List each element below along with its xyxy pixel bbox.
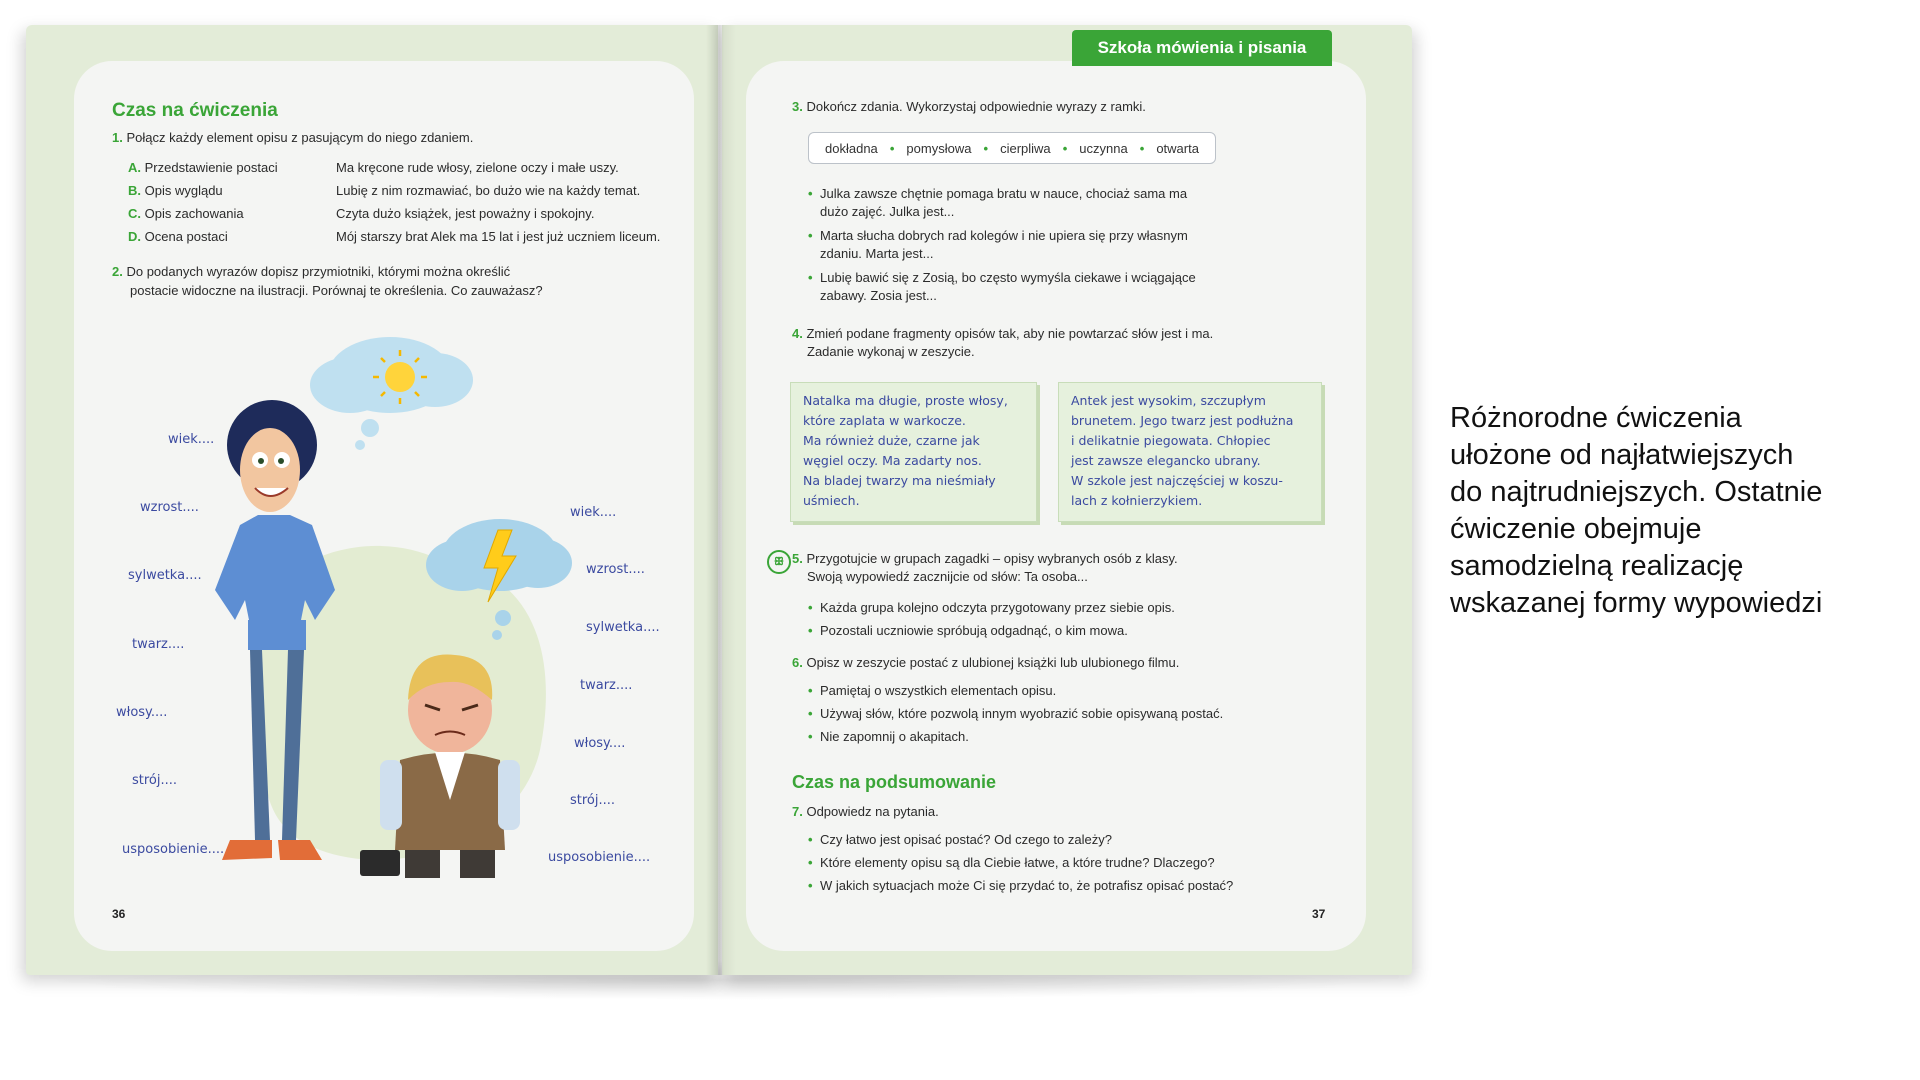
match-sentence: Lubię z nim rozmawiać, bo dużo wie na każdy temat. bbox=[336, 183, 641, 198]
exercise-2-line: postacie widoczne na ilustracji. Porównaj te określenia. Co zauważasz? bbox=[130, 283, 543, 298]
exercise-6-text: Opisz w zeszycie postać z ulubionej książki lub ulubionego filmu. bbox=[806, 655, 1180, 670]
list-item: • Lubię bawić się z Zosią, bo często wymyśla ciekawe i wciągające zabawy. Zosia jest... bbox=[808, 270, 1196, 303]
label-sylwetka-left: sylwetka.... bbox=[128, 568, 202, 583]
exercise-number: 7. bbox=[792, 804, 803, 819]
exercise-number: 1. bbox=[112, 130, 123, 145]
section-heading-exercises: Czas na ćwiczenia bbox=[112, 100, 278, 121]
exercise-1-list bbox=[128, 158, 688, 250]
label-wzrost-left: wzrost.... bbox=[140, 500, 199, 515]
label-wlosy-right: włosy.... bbox=[574, 736, 626, 751]
word-option: uczynna bbox=[1079, 140, 1128, 156]
caption-line: wskazanej formy wypowiedzi bbox=[1450, 587, 1823, 619]
match-letter: D. bbox=[128, 229, 141, 244]
caption-line: ułożone od najłatwiejszych bbox=[1450, 439, 1794, 471]
list-item: • Używaj słów, które pozwolą innym wyobrazić sobie opisywaną postać. bbox=[808, 706, 1224, 721]
section-tab: Szkoła mówienia i pisania bbox=[1072, 30, 1332, 66]
exercise-7-bullets bbox=[808, 828, 1233, 897]
list-item: • Każda grupa kolejno odczyta przygotowany przez siebie opis. bbox=[808, 600, 1175, 615]
exercise-3 bbox=[792, 97, 1146, 116]
exercise-5 bbox=[792, 550, 1178, 586]
exercise-5-line: Swoją wypowiedź zacznijcie od słów: Ta osoba... bbox=[807, 569, 1088, 584]
label-stroj-left: strój.... bbox=[132, 773, 178, 788]
list-item: • Pamiętaj o wszystkich elementach opisu. bbox=[808, 683, 1057, 698]
match-row bbox=[128, 158, 688, 181]
exercise-3-text: Dokończ zdania. Wykorzystaj odpowiednie wyrazy z ramki. bbox=[806, 99, 1146, 114]
list-item: • Nie zapomnij o akapitach. bbox=[808, 729, 969, 744]
exercise-3-bullets bbox=[808, 185, 1248, 305]
exercise-number: 6. bbox=[792, 655, 803, 670]
list-item: • Czy łatwo jest opisać postać? Od czego to zależy? bbox=[808, 832, 1112, 847]
word-option: dokładna bbox=[825, 140, 878, 156]
word-option: cierpliwa bbox=[1000, 140, 1051, 156]
match-sentence: Czyta dużo książek, jest poważny i spokojny. bbox=[336, 206, 595, 221]
exercise-5-line: Przygotujcie w grupach zagadki – opisy wybranych osób z klasy. bbox=[806, 551, 1178, 566]
group-work-icon: ꕥ bbox=[767, 550, 791, 574]
match-label: Opis zachowania bbox=[144, 206, 244, 221]
caption-line: do najtrudniejszych. Ostatnie bbox=[1450, 476, 1823, 508]
match-letter: A. bbox=[128, 160, 141, 175]
list-item: • W jakich sytuacjach może Ci się przydać to, że potrafisz opisać postać? bbox=[808, 878, 1234, 893]
label-twarz-right: twarz.... bbox=[580, 678, 633, 693]
exercise-6 bbox=[792, 653, 1179, 672]
list-item: • Julka zawsze chętnie pomaga bratu w nauce, chociaż sama ma dużo zajęć. Julka jest... bbox=[808, 186, 1188, 219]
exercise-5-bullets bbox=[808, 596, 1175, 642]
label-wzrost-right: wzrost.... bbox=[586, 562, 645, 577]
exercise-7-text: Odpowiedz na pytania. bbox=[806, 804, 939, 819]
exercise-number: 5. bbox=[792, 551, 803, 566]
exercise-2 bbox=[112, 262, 672, 300]
match-label: Przedstawienie postaci bbox=[144, 160, 278, 175]
page-number-left: 36 bbox=[112, 907, 126, 921]
label-usposobienie-right: usposobienie.... bbox=[548, 850, 651, 865]
exercise-4 bbox=[792, 325, 1213, 361]
label-usposobienie-left: usposobienie.... bbox=[122, 842, 225, 857]
exercise-4-line: Zadanie wykonaj w zeszycie. bbox=[807, 344, 975, 359]
exercise-number: 4. bbox=[792, 326, 803, 341]
label-twarz-left: twarz.... bbox=[132, 637, 185, 652]
list-item: • Które elementy opisu są dla Ciebie łatwe, a które trudne? Dlaczego? bbox=[808, 855, 1215, 870]
exercise-number: 2. bbox=[112, 264, 123, 279]
match-sentence: Ma kręcone rude włosy, zielone oczy i małe uszy. bbox=[336, 160, 619, 175]
exercise-1 bbox=[112, 128, 473, 147]
characters-illustration bbox=[200, 320, 620, 890]
caption-line: Różnorodne ćwiczenia bbox=[1450, 402, 1742, 434]
section-heading-summary: Czas na podsumowanie bbox=[792, 772, 997, 792]
word-box: dokładna • pomysłowa • cierpliwa • uczynna • otwarta bbox=[808, 132, 1216, 164]
match-row bbox=[128, 227, 688, 250]
match-row bbox=[128, 181, 688, 204]
match-label: Ocena postaci bbox=[144, 229, 228, 244]
match-sentence: Mój starszy brat Alek ma 15 lat i jest już uczniem liceum. bbox=[336, 229, 661, 244]
match-label: Opis wyglądu bbox=[144, 183, 223, 198]
book-spine bbox=[706, 25, 736, 975]
list-item: • Marta słucha dobrych rad kolegów i nie upiera się przy własnym zdaniu. Marta jest... bbox=[808, 228, 1188, 261]
label-wlosy-left: włosy.... bbox=[116, 705, 168, 720]
label-wiek-left: wiek.... bbox=[168, 432, 215, 447]
list-item: • Pozostali uczniowie spróbują odgadnąć, o kim mowa. bbox=[808, 623, 1128, 638]
exercise-number: 3. bbox=[792, 99, 803, 114]
label-wiek-right: wiek.... bbox=[570, 505, 617, 520]
word-option: otwarta bbox=[1156, 140, 1199, 156]
description-note-natalka: Natalka ma długie, proste włosy, które zaplata w warkocze. Ma również duże, czarne jak węgiel oczy. Ma zadarty nos. Na bladej twarzy ma nieśmiały uśmiech. bbox=[790, 382, 1037, 522]
match-row bbox=[128, 204, 688, 227]
page-number-right: 37 bbox=[1312, 907, 1326, 921]
exercise-6-bullets bbox=[808, 679, 1223, 748]
label-stroj-right: strój.... bbox=[570, 793, 616, 808]
word-option: pomysłowa bbox=[906, 140, 972, 156]
caption-line: samodzielną realizację bbox=[1450, 550, 1744, 582]
exercise-4-line: Zmień podane fragmenty opisów tak, aby nie powtarzać słów jest i ma. bbox=[806, 326, 1214, 341]
side-caption bbox=[1450, 400, 1890, 622]
match-letter: B. bbox=[128, 183, 141, 198]
exercise-7 bbox=[792, 802, 939, 821]
match-letter: C. bbox=[128, 206, 141, 221]
label-sylwetka-right: sylwetka.... bbox=[586, 620, 660, 635]
description-note-antek: Antek jest wysokim, szczupłym brunetem. Jego twarz jest podłużna i delikatnie piegowata. Chłopiec jest zawsze elegancko ubrany. W szkole jest najczęściej w koszu- lach z kołnierzykiem. bbox=[1058, 382, 1322, 522]
caption-line: ćwiczenie obejmuje bbox=[1450, 513, 1702, 545]
sun-thought-cloud bbox=[310, 337, 473, 450]
exercise-2-line: Do podanych wyrazów dopisz przymiotniki, którymi można określić bbox=[126, 264, 511, 279]
exercise-1-text: Połącz każdy element opisu z pasującym do niego zdaniem. bbox=[126, 130, 474, 145]
